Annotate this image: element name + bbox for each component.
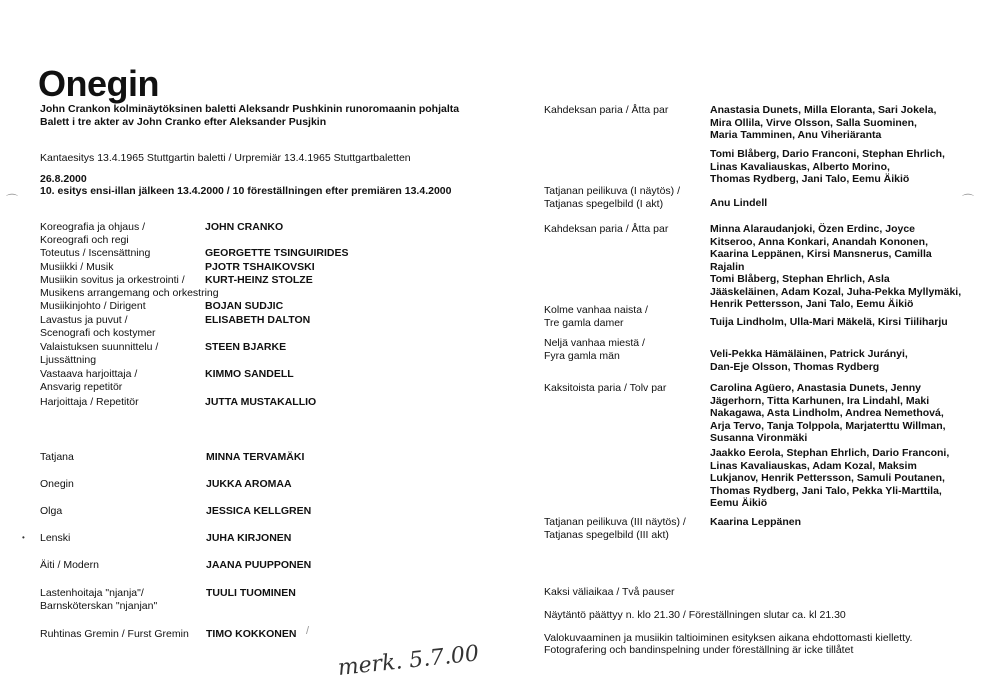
page-title: Onegin (38, 63, 159, 104)
cast-role: Kahdeksan paria / Åtta par (544, 223, 669, 235)
end-time-info: Näytäntö päättyy n. klo 21.30 / Föreställningen slutar ca. kl 21.30 (544, 609, 846, 621)
credit-name: KIMMO SANDELL (205, 368, 294, 380)
credit-name: GEORGETTE TSINGUIRIDES (205, 247, 349, 259)
subtitle-finnish: John Crankon kolminäytöksinen baletti Aleksandr Pushkinin runoromaanin pohjalta (40, 103, 460, 115)
credit-role: Koreografia ja ohjaus / Koreografi och regi (40, 221, 146, 246)
subtitle-swedish: Balett i tre akter av John Cranko efter Aleksander Pusjkin (40, 116, 327, 128)
cast-name: JAANA PUUPPONEN (206, 559, 312, 571)
cast-name: MINNA TERVAMÄKI (206, 451, 305, 463)
pen-mark: / (306, 625, 310, 637)
cast-name: TIMO KOKKONEN (206, 628, 297, 640)
cast-names: Jaakko Eerola, Stephan Ehrlich, Dario Franconi, Linas Kavaliauskas, Adam Kozal, Maksim Lukjanov, Henrik Pettersson, Samuli Poutanen, Thomas Rydberg, Jani Talo, Pekka Yli-Marttila, Eemu Äikiö (710, 447, 950, 509)
cast-names: Kaarina Leppänen (710, 516, 802, 528)
cast-role: Neljä vanhaa miestä / Fyra gamla män (544, 337, 645, 362)
cast-role: Onegin (40, 478, 74, 490)
cast-role: Kolme vanhaa naista / Tre gamla damer (544, 304, 648, 329)
scan-mark-left: ⌒ (6, 193, 19, 207)
cast-role: Kahdeksan paria / Åtta par (544, 104, 669, 116)
cast-role: Lenski (40, 532, 71, 544)
credit-name: STEEN BJARKE (205, 341, 287, 353)
cast-name: JESSICA KELLGREN (206, 505, 312, 517)
credit-role: Musiikki / Musik (40, 261, 114, 273)
intermission-info: Kaksi väliaikaa / Två pauser (544, 586, 675, 598)
credit-name: JOHN CRANKO (205, 221, 284, 233)
credit-role: Toteutus / Iscensättning (40, 247, 151, 259)
premiere-info: Kantaesitys 13.4.1965 Stuttgartin baletti / Urpremiär 13.4.1965 Stuttgartbaletten (40, 152, 411, 164)
cast-name: JUHA KIRJONEN (206, 532, 292, 544)
cast-names: Carolina Agüero, Anastasia Dunets, Jenny Jägerhorn, Titta Karhunen, Ira Lindahl, Maki Nakagawa, Asta Lindholm, Andrea Nemethová, Arja Tervo, Tanja Tolppola, Marjaterttu Willman, Susanna Vironmäki (710, 382, 946, 444)
credit-role: Vastaava harjoittaja / Ansvarig repetitör (40, 368, 138, 393)
cast-name: TUULI TUOMINEN (206, 587, 296, 599)
credit-name: BOJAN SUDJIC (205, 300, 284, 312)
credit-role: Musiikinjohto / Dirigent (40, 300, 146, 312)
cast-names: Anastasia Dunets, Milla Eloranta, Sari Jokela, Mira Ollila, Virve Olsson, Salla Suominen, Maria Tamminen, Anu Viheriäranta (710, 104, 937, 141)
cast-name: JUKKA AROMAA (206, 478, 292, 490)
cast-role: Tatjana (40, 451, 74, 463)
cast-role: Äiti / Modern (40, 559, 99, 571)
cast-role: Ruhtinas Gremin / Furst Gremin (40, 628, 189, 640)
cast-names: Veli-Pekka Hämäläinen, Patrick Jurányi, Dan-Eje Olsson, Thomas Rydberg (710, 348, 908, 373)
scan-mark-right: ⌒ (962, 193, 975, 207)
cast-role: Olga (40, 505, 63, 517)
bullet-mark: • (22, 533, 25, 542)
cast-names: Tuija Lindholm, Ulla-Mari Mäkelä, Kirsi Tiiliharju (710, 316, 948, 328)
handwritten-note: merk. 5.7.00 (336, 641, 481, 681)
recording-notice-swedish: Fotografering och bandinspelning under föreställning är icke tillåtet (544, 644, 854, 656)
credit-role: Valaistuksen suunnittelu / Ljussättning (40, 341, 159, 366)
cast-role: Tatjanan peilikuva (III näytös) / Tatjanas spegelbild (III akt) (544, 516, 686, 541)
cast-names: Minna Alaraudanjoki, Özen Erdinc, Joyce Kitseroo, Anna Konkari, Anandah Kononen, Kaarina Leppänen, Kirsi Mansnerus, Camilla Rajalin Tomi Blåberg, Stephan Ehrlich, Asla Jääskeläinen, Adam Kozal, Juha-Pekka Myllymäki, Henrik Pettersson, Jani Talo, Eemu Äikiö (710, 223, 962, 310)
cast-role: Lastenhoitaja "njanja"/ Barnsköterskan "njanjan" (40, 587, 158, 612)
credit-name: JUTTA MUSTAKALLIO (205, 396, 317, 408)
credit-name: ELISABETH DALTON (205, 314, 311, 326)
credit-name: PJOTR TSHAIKOVSKI (205, 261, 315, 273)
cast-names: Tomi Blåberg, Dario Franconi, Stephan Ehrlich, Linas Kavaliauskas, Alberto Morino, Thomas Rydberg, Jani Talo, Eemu Äikiö (710, 148, 945, 185)
credit-role: Harjoittaja / Repetitör (40, 396, 139, 408)
recording-notice-finnish: Valokuvaaminen ja musiikin taltioiminen esityksen aikana ehdottomasti kielletty. (544, 632, 913, 644)
performance-date: 26.8.2000 (40, 173, 87, 185)
credit-name: KURT-HEINZ STOLZE (205, 274, 313, 286)
performance-number: 10. esitys ensi-illan jälkeen 13.4.2000 / 10 föreställningen efter premiären 13.4.2000 (40, 185, 452, 197)
credit-role: Lavastus ja puvut / Scenografi och kostymer (40, 314, 156, 339)
credit-role: Musiikin sovitus ja orkestrointi / Musikens arrangemang och orkestring (40, 274, 219, 299)
cast-role: Kaksitoista paria / Tolv par (544, 382, 667, 394)
cast-names: Anu Lindell (710, 197, 768, 209)
cast-role: Tatjanan peilikuva (I näytös) / Tatjanas spegelbild (I akt) (544, 185, 680, 210)
